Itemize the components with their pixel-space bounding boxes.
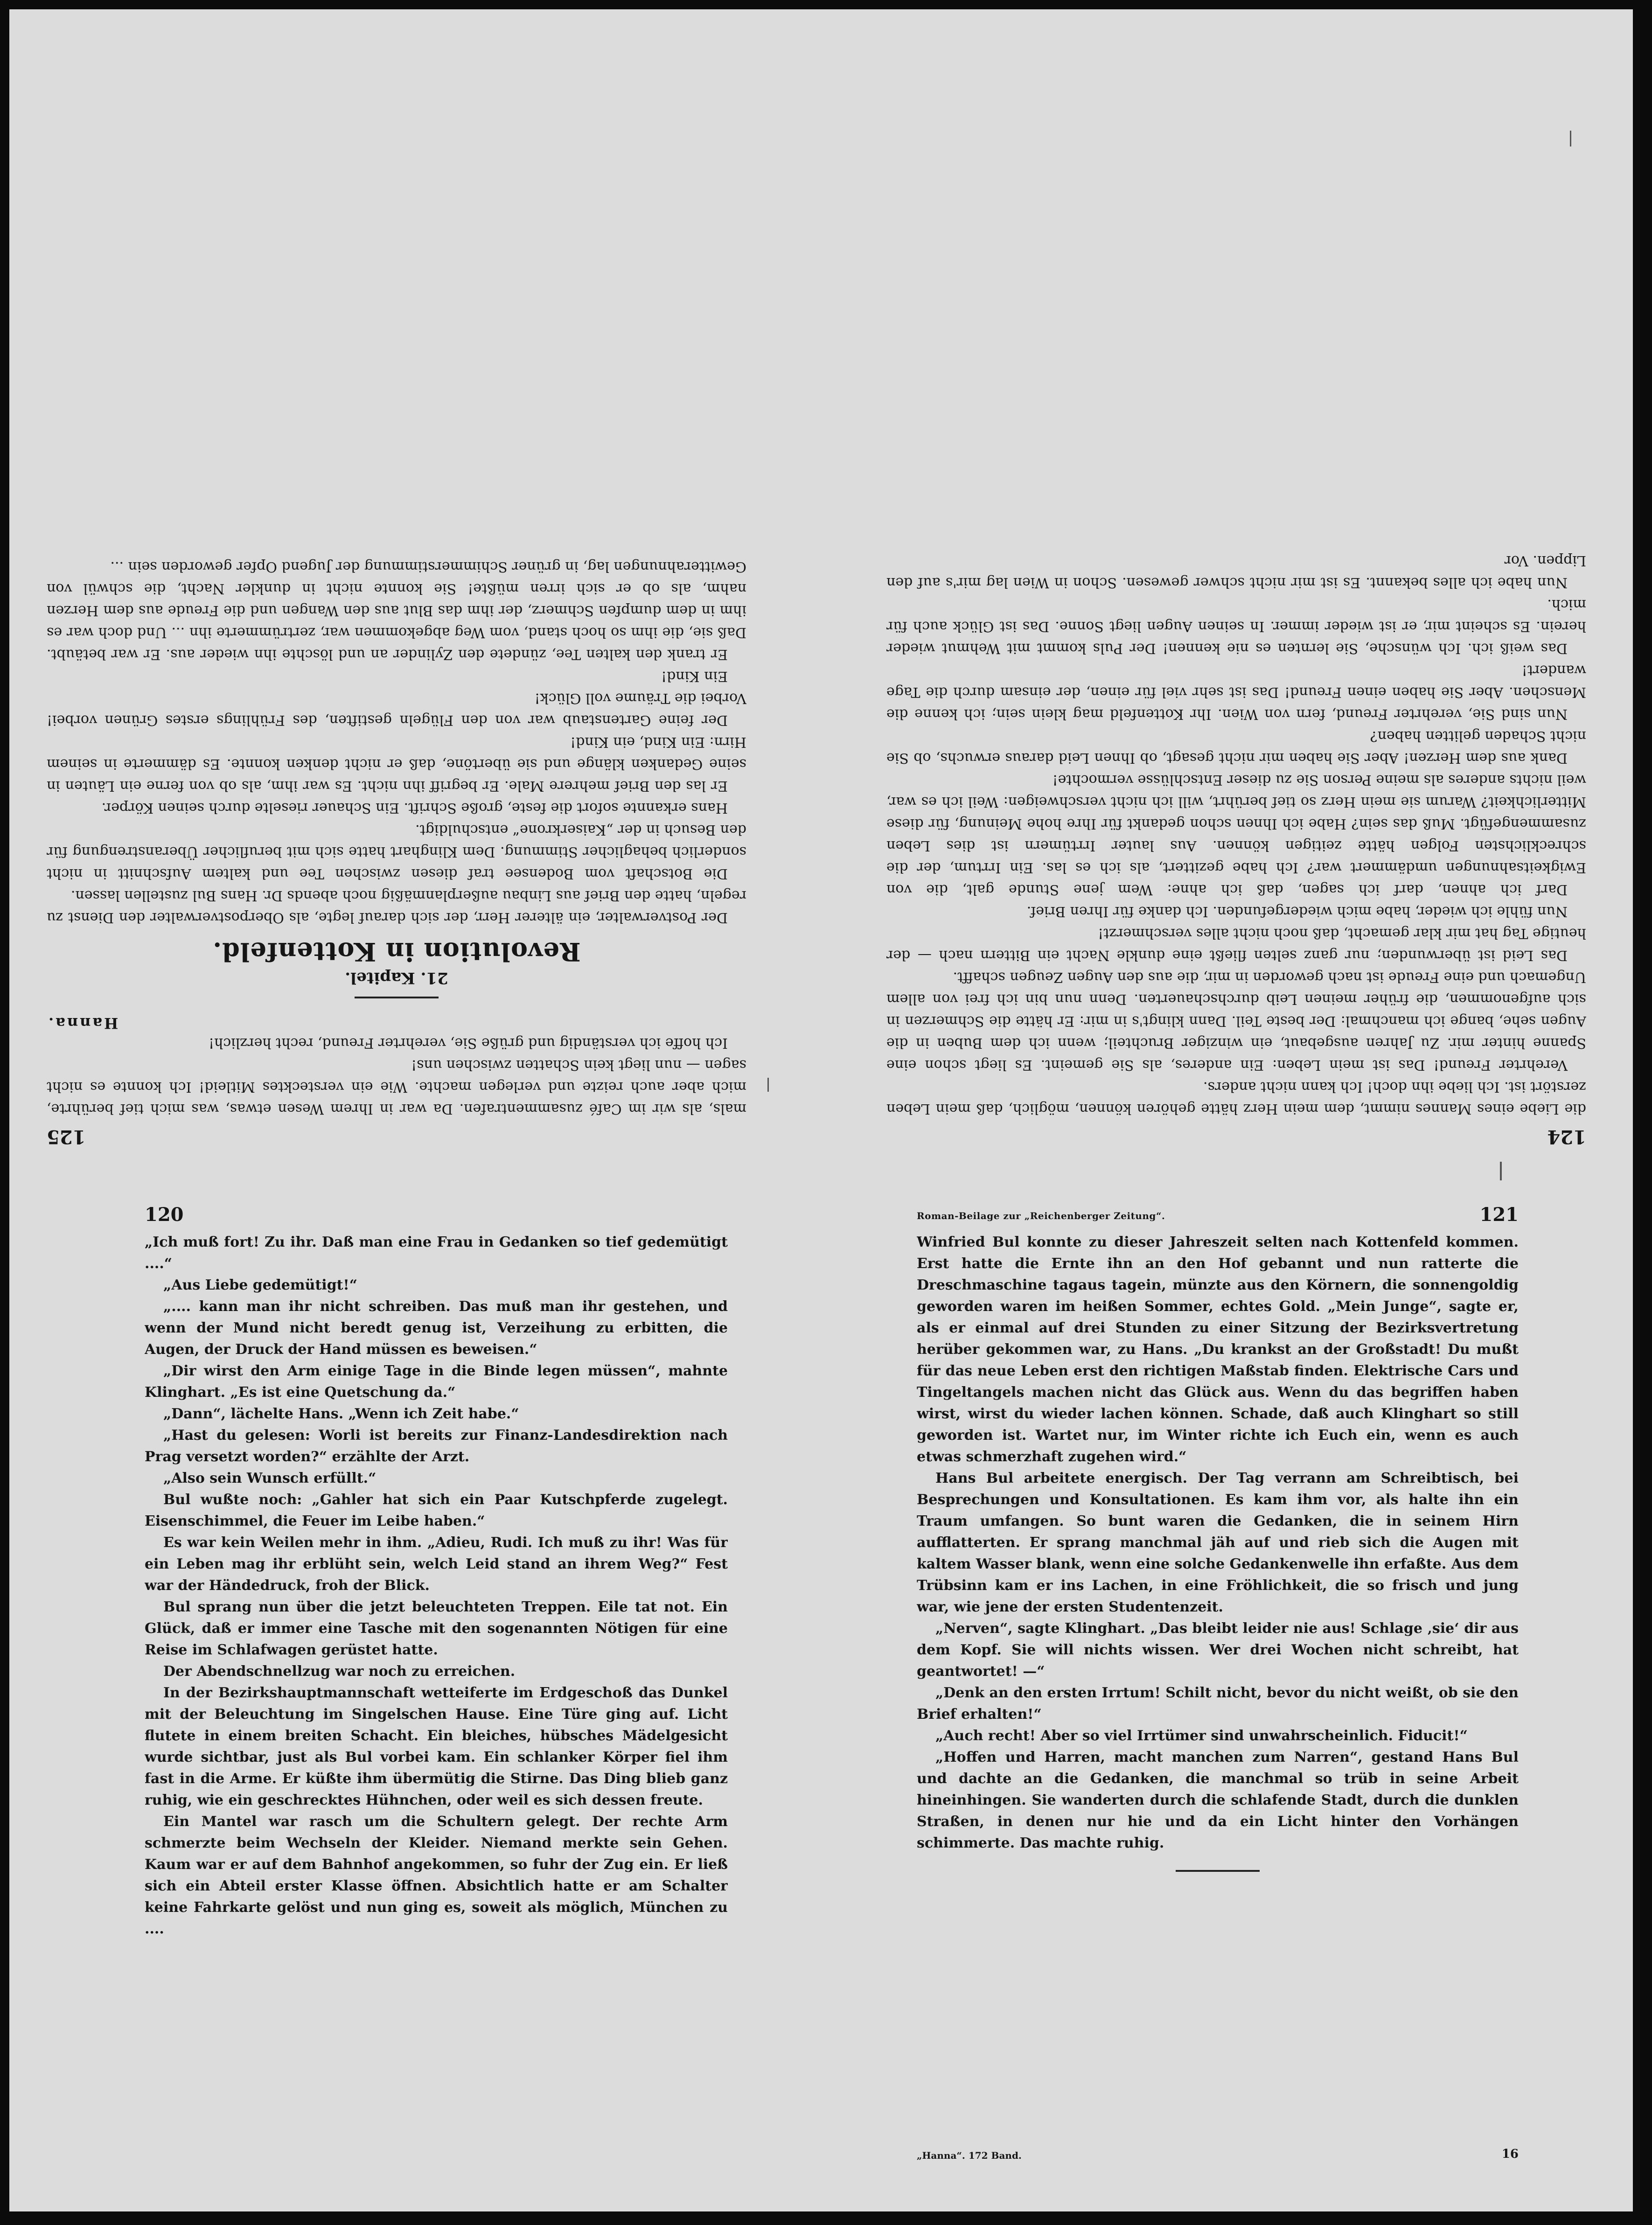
paragraph: Bul sprang nun über die jetzt beleuchteten Treppen. Eile tat not. Ein Glück, daß er immer eine Tasche mit den sogenannten Nötigen für eine Reise im Schlafwagen gerüstet hatte. bbox=[145, 1599, 728, 1658]
paragraph: Nun fühle ich wieder, habe mich wiedergefunden. Ich danke für Ihren Brief. bbox=[1026, 903, 1568, 920]
page-number: 124 bbox=[1547, 1126, 1586, 1148]
paragraph: Es war kein Weilen mehr in ihm. „Adieu, Rudi. Ich muß zu ihr! Was für ein Leben mag ihr erblüht sein, welch Leid stand an ihrem Weg?“ Fest war der Händedruck, froh der Blick. bbox=[145, 1534, 728, 1594]
letter-signature: Hanna. bbox=[47, 1014, 118, 1032]
paragraph: Der Postverwalter, ein älterer Herr, der sich darauf legte, als Oberpostverwalter den Dienst zu regeln, hatte den Brief aus Linbau außerplanmäßig noch abends Dr. Hans Bul zustellen lassen. bbox=[47, 887, 746, 926]
page-body bbox=[47, 1032, 746, 1120]
chapter-title: Revolution in Kottenfeld. bbox=[212, 937, 581, 967]
paragraph: Ein Mantel war rasch um die Schultern gelegt. Der rechte Arm schmerzte beim Wechseln der Kleider. Niemand merkte sein Gehen. Kaum war er auf dem Bahnhof angekommen, so fuhr der Zug ein. Er ließ sich ein Abteil erster Klasse öffnen. Absichtlich hatte er am Schalter keine Fahrkarte gelöst und nun ging es, soweit als möglich, München zu .... bbox=[145, 1813, 728, 1937]
page-header bbox=[886, 1120, 1586, 1148]
paragraph: „Denk an den ersten Irrtum! Schilt nicht, bevor du nicht weißt, ob sie den Brief erhalten!“ bbox=[917, 1685, 1519, 1723]
paragraph: „.... kann man ihr nicht schreiben. Das muß man ihr gestehen, und wenn der Mund nicht beredt genug ist, Verzeihung zu erbitten, die Augen, der Druck der Hand müssen es beweisen.“ bbox=[145, 1298, 728, 1358]
paragraph: Dank aus dem Herzen! Aber Sie haben mir nicht gesagt, ob Ihnen Leid daraus erwuchs, ob Sie nicht Schaden gelitten haben? bbox=[886, 728, 1586, 766]
sheet-signature: 16 bbox=[1501, 2147, 1519, 2161]
paragraph: Ich hoffe ich verständig und grüße Sie, verehrter Freund, recht herzlich! bbox=[209, 1035, 728, 1051]
page-120 bbox=[145, 1204, 728, 2165]
scanned-spread bbox=[9, 9, 1633, 2211]
paragraph: Der Abendschnellzug war noch zu erreichen. bbox=[163, 1663, 516, 1680]
paragraph: Hans erkannte sofort die feste, große Schrift. Ein Schauer rieselte durch seinen Körper. bbox=[101, 800, 728, 816]
supplement-banner: Roman-Beilage zur „Reichenberger Zeitung“. bbox=[917, 1210, 1165, 1221]
paragraph: „Hast du gelesen: Worli ist bereits zur Finanz-Landesdirektion nach Prag versetzt worden?“ erzählte der Arzt. bbox=[145, 1427, 728, 1465]
paragraph: Hans Bul arbeitete energisch. Der Tag verrann am Schreibtisch, bei Besprechungen und Konsultationen. Es kam ihm vor, als halte ihn ein Traum umfangen. So bunt waren die Gedanken, die in seinem Hirn aufflatterten. Er sprang manchmal jäh auf und rieb sich die Augen mit kaltem Wasser blank, wenn eine solche Gedankenwelle ihn erfaßte. Aus dem Trübsinn kam er ins Lachen, in eine Fröhlichkeit, die so frisch und jung war, wie jene der ersten Studentenzeit. bbox=[917, 1470, 1519, 1615]
paragraph: In der Bezirkshauptmannschaft wetteiferte im Erdgeschoß das Dunkel mit der Beleuchtung im Singelschen Hause. Eine Türe ging auf. Licht flutete in einem breiten Schacht. Ein bleiches, hübsches Mädelgesicht wurde sichtbar, just als Bul vorbei kam. Ein schlanker Körper fiel ihm fast in die Arme. Er küßte ihm übermütig die Stirne. Das Ding blieb ganz ruhig, wie ein geschrecktes Hühnchen, oder weil es sich dessen freute. bbox=[145, 1685, 728, 1808]
paragraph: „Aus Liebe gedemütigt!“ bbox=[163, 1277, 357, 1293]
page-number: 121 bbox=[1479, 1204, 1519, 1226]
page-125 bbox=[47, 51, 746, 1148]
paragraph: Der feine Gartenstaub war von den Flügeln gestiften, des Frühlings erstes Grünen vorbei! Vorbei die Träume voll Glück! bbox=[47, 690, 746, 728]
paragraph: Das weiß ich. Ich wünsche, Sie lernten es nie kennen! Der Puls kommt mit Wehmut wieder herein. Es scheint mir, er ist wieder immer. In seinen Augen liegt Sonne. Das ist Glück auch für mich. bbox=[886, 596, 1586, 656]
paragraph: die Liebe eines Mannes nimmt, dem mein Herz hätte gehören können, möglich, daß mein Leben zerstört ist. Ich liebe ihn doch! Ich kann nicht anders. bbox=[886, 1079, 1586, 1117]
page-121 bbox=[917, 1204, 1519, 2165]
paragraph: Nun sind Sie, verehrter Freund, fern von Wien. Ihr Kottenfeld mag klein sein; ich kenne die Menschen. Aber Sie haben einen Freund! Das ist sehr viel für einen, der einsam durch die Tage wandert! bbox=[886, 662, 1586, 722]
page-124 bbox=[886, 51, 1586, 1148]
paragraph: mals, als wir im Café zusammentrafen. Da war in Ihrem Wesen etwas, was mich tief berührte, mich aber auch reizte und verlegen machte. Wie ein verstecktes Mitleid! Ich konnte es nicht sagen — nun liegt kein Schatten zwischen uns! bbox=[47, 1057, 746, 1117]
page-number: 125 bbox=[47, 1126, 86, 1148]
paragraph: Darf ich ahnen, darf ich sagen, daß ich ahne: Wem jene Stunde galt, die von Ewigkeitsahnungen umdämmert war? Ich habe gezittert, als ich es las. Ein Irrtum, der die schrecklichsten Folgen hätte zeitigen können. Aus lauter Irrtümern ist dies Leben zusammengefügt. Muß das sein? Habe ich Ihnen schon gedankt für Ihre hohe Meinung, für diese Mitterlichkeit? Warum sie mein Herz so tief berührt, will ich nicht verschweigen: Weil ich es war, weil nichts anderes als meine Person Sie zu dieser Entschlüsse vermochte! bbox=[886, 772, 1586, 898]
page-body bbox=[145, 1232, 728, 1940]
section-divider bbox=[355, 997, 439, 998]
paragraph: Das Leid ist überwunden; nur ganz selten fließt eine dunkle Nacht ein Bittern nach — der heutige Tag hat mir klar gemacht, daß noch nicht alles verschmerzt! bbox=[886, 925, 1586, 963]
paragraph: „Also sein Wunsch erfüllt.“ bbox=[163, 1470, 376, 1486]
paragraph: Winfried Bul konnte zu dieser Jahreszeit selten nach Kottenfeld kommen. Erst hatte die Ernte ihn an den Hof gebannt und nun ratterte die Dreschmaschine tagaus tagein, münzte aus den Körnern, die sonnengoldig geworden waren im heißen Sommer, echtes Gold. „Mein Junge“, sagte er, als er einmal auf drei Stunden zu einer Sitzung der Bezirksvertretung herüber gekommen war, zu Hans. „Du krankst an der Großstadt! Du mußt für das neue Leben erst den richtigen Maßstab finden. Elektrische Cars und Tingeltangels machen nicht das Glück aus. Wenn du das begriffen haben wirst, wirst du wieder lachen können. Schade, daß auch Klinghart so still geworden ist. Wartet nur, im Winter richte ich Euch ein, wenn es auch etwas schmerzhaft zugehen wird.“ bbox=[917, 1234, 1519, 1465]
paragraph: „Dann“, lächelte Hans. „Wenn ich Zeit habe.“ bbox=[163, 1406, 519, 1422]
section-end-divider bbox=[1176, 1870, 1260, 1872]
paragraph: „Dir wirst den Arm einige Tage in die Binde legen müssen“, mahnte Klinghart. „Es ist eine Quetschung da.“ bbox=[145, 1363, 728, 1401]
paragraph: „Ich muß fort! Zu ihr. Daß man eine Frau in Gedanken so tief gedemütigt ....“ bbox=[145, 1234, 728, 1272]
page-number: 120 bbox=[145, 1204, 184, 1226]
chapter-number: 21. Kapitel. bbox=[345, 969, 448, 987]
scan-mark bbox=[1500, 1162, 1502, 1180]
paragraph: Ein Kind! bbox=[661, 668, 728, 684]
page-body-continued bbox=[47, 556, 746, 928]
page-body bbox=[917, 1232, 1519, 1854]
paragraph: Er trank den kalten Tee, zündete den Zylinder an und löschte ihn wieder aus. Er war betäubt. Daß sie, die ihm so hoch stand, vom Weg abgekommen war, zertrümmerte ihn ... Und doch war es ihm in dem dumpfen Schmerz, der ihm das Blut aus den Wangen und die Freude aus dem Herzen nahm, als ob er sich irren müßte! Sie konnte nicht in dunkler Nacht, die schwül von Gewitterahnungen lag, in grüner Schimmerstimmung der Jugend Opfer geworden sein ... bbox=[47, 558, 746, 663]
paragraph: „Hoffen und Harren, macht manchen zum Narren“, gestand Hans Bul und dachte an die Gedanken, die manchmal so trüb in seine Arbeit hineinhingen. Sie wanderten durch die schlafende Stadt, durch die dunklen Straßen, in denen nur hie und da ein Licht hinter den Vorhängen schimmerte. Das machte ruhig. bbox=[917, 1749, 1519, 1851]
paragraph: Verehrter Freund! Das ist mein Leben: Ein anderes, als Sie gemeint. Es liegt schon eine Spanne hinter mir. Zu Jahren ausgebaut, ein winziger Bruchteil; wenn ich dem Buben in die Augen sehe, bange ich manchmal: Der beste Teil. Dann klingt's in mir: Er hätte die Schmerzen in sich aufgenommen, die früher meinen Leib durchschauerten. Denn nun bin ich frei von allem Ungemach und eine Freude ist nach geworden in mir, die aus den Augen Zeugen schafft. bbox=[886, 969, 1586, 1073]
paragraph: Bul wußte noch: „Gahler hat sich ein Paar Kutschpferde zugelegt. Eisenschimmel, die Feuer im Leibe haben.“ bbox=[145, 1492, 728, 1529]
paragraph: Nun habe ich alles bekannt. Es ist mir nicht schwer gewesen. Schon in Wien lag mir's auf den Lippen. Vor bbox=[886, 552, 1586, 591]
scan-mark bbox=[1570, 131, 1571, 146]
page-body bbox=[886, 550, 1586, 1120]
paragraph: „Nerven“, sagte Klinghart. „Das bleibt leider nie aus! Schlage ‚sie‘ dir aus dem Kopf. Sie will nichts wissen. Wer drei Wochen nicht schreibt, hat geantwortet! —“ bbox=[917, 1620, 1519, 1680]
paragraph: „Auch recht! Aber so viel Irrtümer sind unwahrscheinlich. Fiducit!“ bbox=[935, 1728, 1468, 1744]
footer-note: „Hanna“. 172 Band. bbox=[917, 2150, 1022, 2161]
page-header bbox=[47, 1120, 746, 1148]
paragraph: Die Botschaft vom Bodensee traf diesen zwischen Tee und kaltem Aufschnitt in nicht sonderlich behaglicher Stimmung. Dem Klinghart hatte sich mit beruflicher Überanstrengung für den Besuch in der „Kaiserkrone“ entschuldigt. bbox=[47, 822, 746, 882]
paragraph: Er las den Brief mehrere Male. Er begriff ihn nicht. Es war ihm, als ob von ferne ein Läuten in seine Gedanken klänge und sie übertöne, daß er nicht denken konnte. Es dämmerte in seinem Hirn: Ein Kind, ein Kind! bbox=[47, 734, 746, 794]
scan-mark bbox=[767, 1078, 769, 1092]
page-header bbox=[917, 1204, 1519, 1232]
page-header bbox=[145, 1204, 728, 1232]
